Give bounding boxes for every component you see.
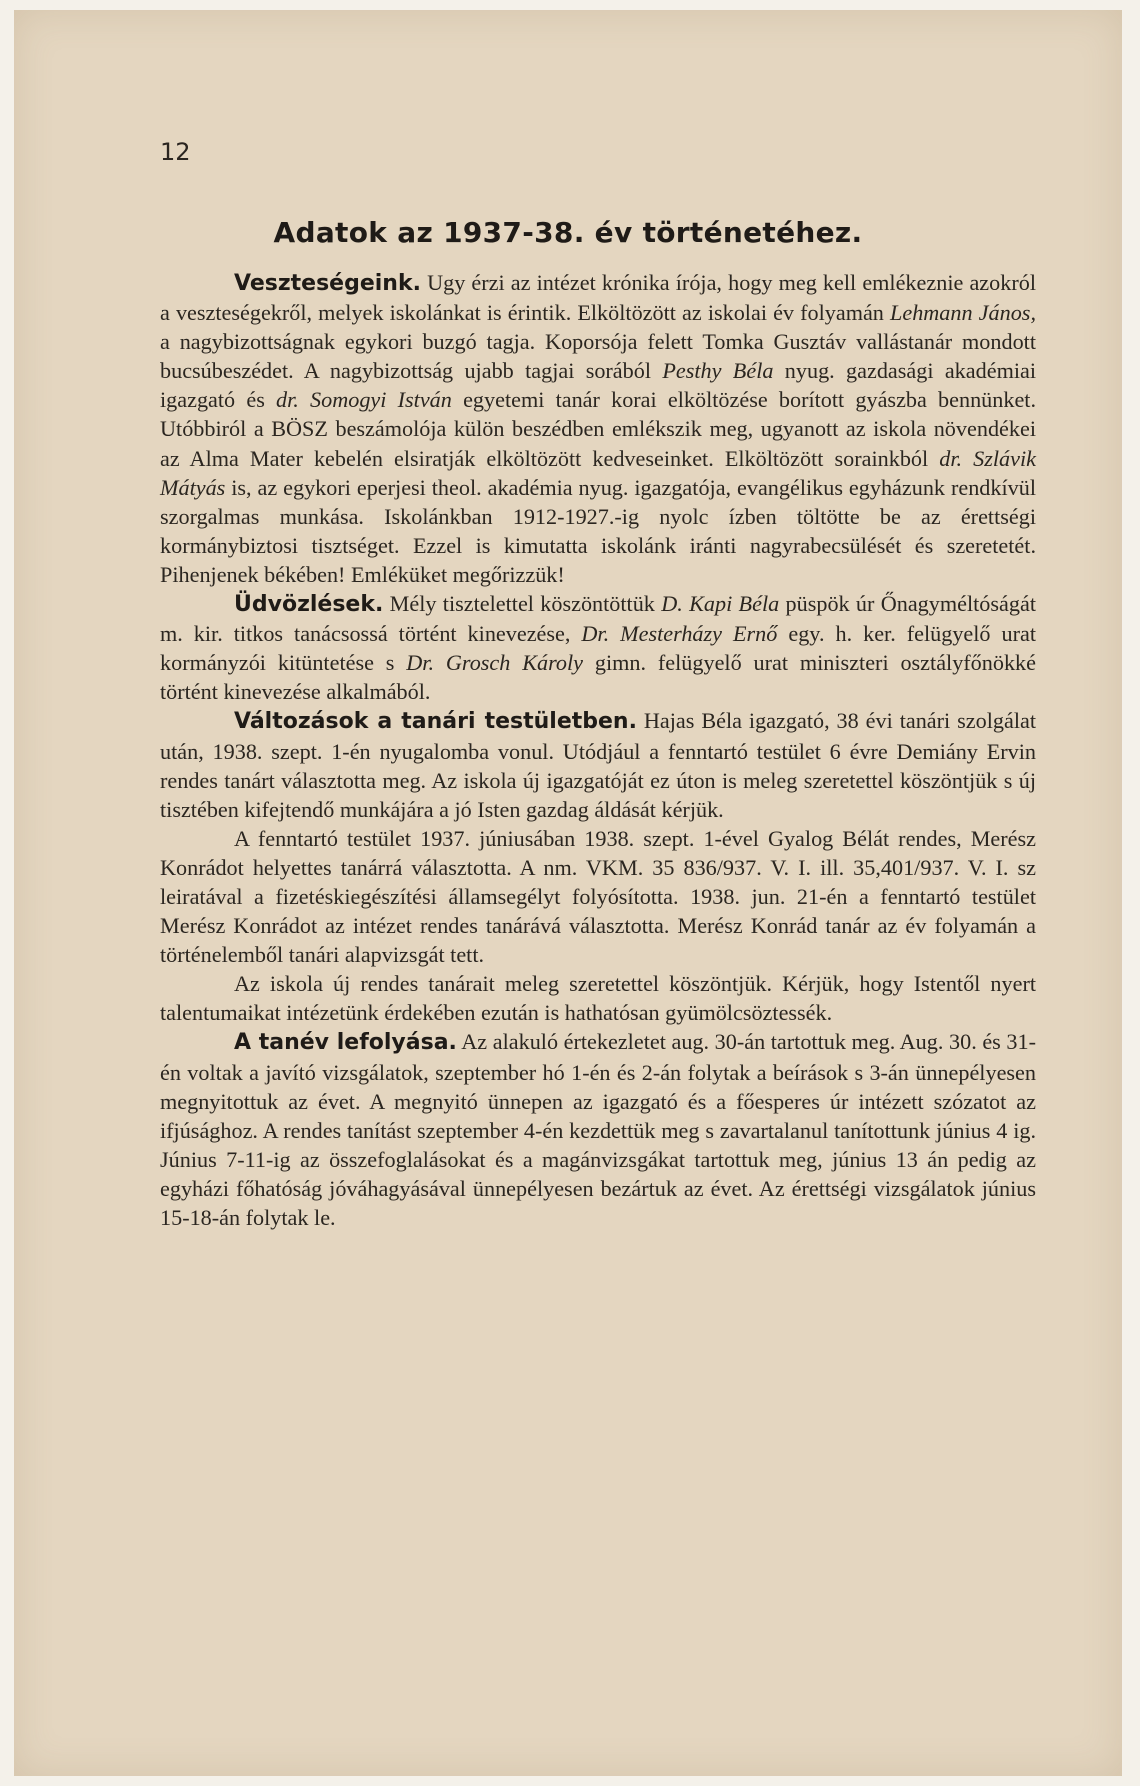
text-span: püspök úr Őnagyméltóságát m. kir. titkos tanácsossá történt kinevezése, <box>160 591 1036 647</box>
text-span: egyetemi tanár korai elköltözése borított gyászba bennünket. Utóbbiról a BÖSZ beszámolója külön beszédben emlékszik meg, ugyanott az iskola növendékei az Alma Mater kebelén elsiratják elköltözött kedveseinket. Elköltözött sorainkból <box>160 387 1037 471</box>
section-keyword-school-year: A tanév lefolyása. <box>234 1030 457 1056</box>
person-name: Pesthy Béla <box>662 358 774 384</box>
person-name: Dr. Mesterházy Ernő <box>581 621 778 647</box>
text-span: Mély tisztelettel köszöntöttük <box>383 591 662 617</box>
text-span: Az alakuló értekezletet aug. 30-án tartottuk meg. Aug. 30. és 31-én voltak a javító vizsgálatok, szeptember hó 1-én és 2-án folytak a beírások s 3-án ünnepélyesen megnyitottuk az évet. A megnyitó ünnepen az igazgató és a főesperes úr intézett szózatot az ifjúsághoz. A rendes tanítást szeptember 4-én kezdettük meg s zavartalanul tanítottunk június 4 ig. Június 7-11-ig az összefoglalásokat és a magánvizsgákat tartottuk meg, június 13 án pedig az egyházi főhatóság jóváhagyásával ünnepélyesen bezártuk az évet. Az érettségi vizsgálatok június 15-18-án folytak le. <box>160 1029 1036 1230</box>
text-span: Hajas Béla igazgató, 38 évi tanári szolgálat után, 1938. szept. 1-én nyugalomba vonul. Utódjául a fenntartó testület 6 évre Demiány Ervin rendes tanárt választotta meg. Az iskola új igazgatóját ez úton is meleg szeretettel köszöntjük s új tisztében kifejtendő munkájára a jó Isten gazdag áldását kérjük. <box>160 708 1036 822</box>
person-name: dr. Somogyi István <box>276 387 452 413</box>
text-span: a nagybizottságnak egykori buzgó tagja. Koporsója felett Tomka Gusztáv vallástanár mondott bucsúbeszédet. A nagybizottság ujabb tagjai sorából <box>160 329 1036 384</box>
section-keyword-greetings: Üdvözlések. <box>234 592 384 618</box>
paragraph-losses <box>160 268 1036 589</box>
paragraph-staff-changes <box>160 706 1036 823</box>
text-span: egy. h. ker. felügyelő urat kormányzói kitüntetése s <box>160 621 1036 676</box>
text-span: nyug. gazdasági akadémiai igazgató és <box>160 358 1036 413</box>
text-span: gimn. felügyelő urat miniszteri osztályfőnökké történt kinevezése alkalmából. <box>160 650 1037 705</box>
section-keyword-staff-changes: Változások a tanári testületben. <box>234 709 637 735</box>
document-page <box>14 10 1122 1776</box>
paragraph-welcome: Az iskola új rendes tanárait meleg szeretettel köszöntjük. Kérjük, hogy Istentől nyert talentumaikat intézetünk érdekében ezután is hathatósan gyümölcsöztessék. <box>160 971 1036 1026</box>
paragraph-greetings <box>160 589 1036 706</box>
person-name: Lehmann János, <box>890 300 1036 326</box>
section-keyword-losses: Veszteségeink. <box>234 271 421 296</box>
paragraph-appointments: A fenntartó testület 1937. júniusában 1938. szept. 1-ével Gyalog Bélát rendes, Merész Konrádot helyettes tanárrá választotta. A nm. VKM. 35 836/937. V. I. ill. 35,401/937. V. I. sz leiratával a fizetéskiegészítési államsegélyt folyósította. 1938. jun. 21-én a fenntartó testület Merész Konrádot az intézet rendes tanárává választotta. Merész Konrád tanár az év folyamán a történelemből tanári alapvizsgát tett. <box>160 825 1036 968</box>
page-number: 12 <box>160 138 191 166</box>
person-name: Dr. Grosch Károly <box>406 650 584 676</box>
paragraph-school-year <box>160 1027 1036 1232</box>
person-name: D. Kapi Béla <box>661 591 780 617</box>
page-title: Adatok az 1937-38. év történetéhez. <box>273 216 863 249</box>
text-span: is, az egykori eperjesi theol. akadémia nyug. igazgatója, evangélikus egyházunk rendkívül szorgalmas munkása. Iskolánkban 1912-1927.-ig nyolc ízben töltötte be az érettségi kormánybiztosi tisztséget. Ezzel is kimutatta iskolánk iránti nagyrabecsülését és szeretetét. Pihenjenek békében! Emléküket megőrizzük! <box>160 474 1036 587</box>
text-span: Ugy érzi az intézet krónika írója, hogy meg kell emlékeznie azokról a veszteségekről, melyek iskolánkat is érintik. Elköltözött az iskolai év folyamán <box>160 270 1036 326</box>
person-name: dr. Szlávik Mátyás <box>160 445 1036 500</box>
article-body <box>160 268 1036 1232</box>
